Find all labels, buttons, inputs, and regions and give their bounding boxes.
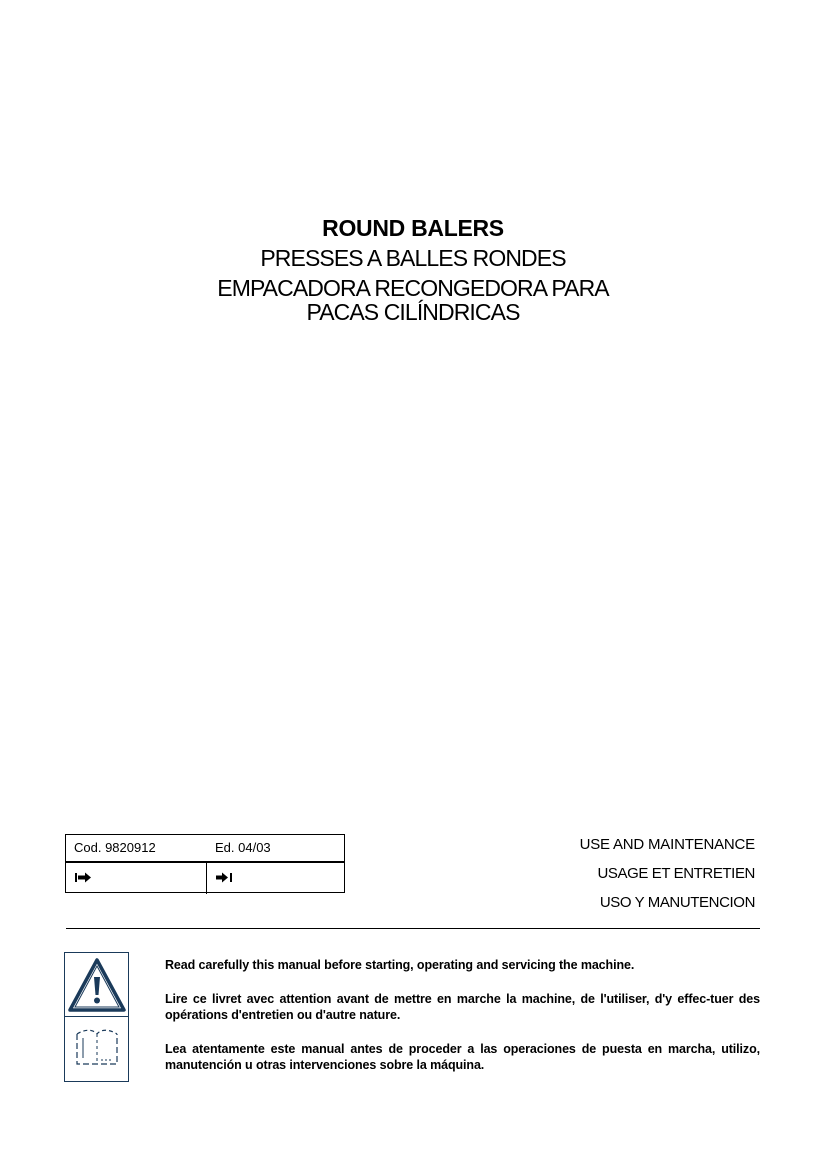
document-title [0,213,826,327]
horizontal-rule [66,928,760,929]
usage-french: USAGE ET ENTRETIEN [597,865,755,882]
arrow-start-icon [75,872,92,883]
icon-box-divider [65,1016,128,1017]
note-english: Read carefully this manual before starting, operating and servicing the machine. [165,958,635,972]
note-spanish: Lea atentamente este manual antes de proceder a las operaciones de puesta en marcha, utilizo, manutención u otras intervenciones sobre la máquina. [165,1042,760,1072]
arrow-end-icon [216,872,233,883]
usage-block [580,830,755,917]
usage-spanish: USO Y MANUTENCION [599,894,755,911]
manual-book-icon [73,1026,121,1068]
warning-icon-box [64,952,129,1082]
title-spanish-line2: PACAS CILÍNDRICAS [306,299,520,325]
edition: Ed. 04/03 [215,840,271,855]
warning-triangle-icon [67,957,127,1013]
code-table-arrow-row [66,863,344,894]
title-french: PRESSES A BALLES RONDES [260,245,566,271]
notes [165,957,760,1091]
note-french: Lire ce livret avec attention avant de mettre en marche la machine, de l'utiliser, d'y effec-tuer des opérations d'entretien ou d'autre nature. [165,992,760,1022]
usage-english: USE AND MAINTENANCE [579,836,755,853]
title-spanish-line1: EMPACADORA RECONGEDORA PARA [217,275,609,301]
code-table-divider [206,863,207,894]
document-code: Cod. 9820912 [74,840,156,855]
title-english: ROUND BALERS [322,215,504,241]
code-table [65,834,345,893]
code-table-header-row [66,835,344,863]
